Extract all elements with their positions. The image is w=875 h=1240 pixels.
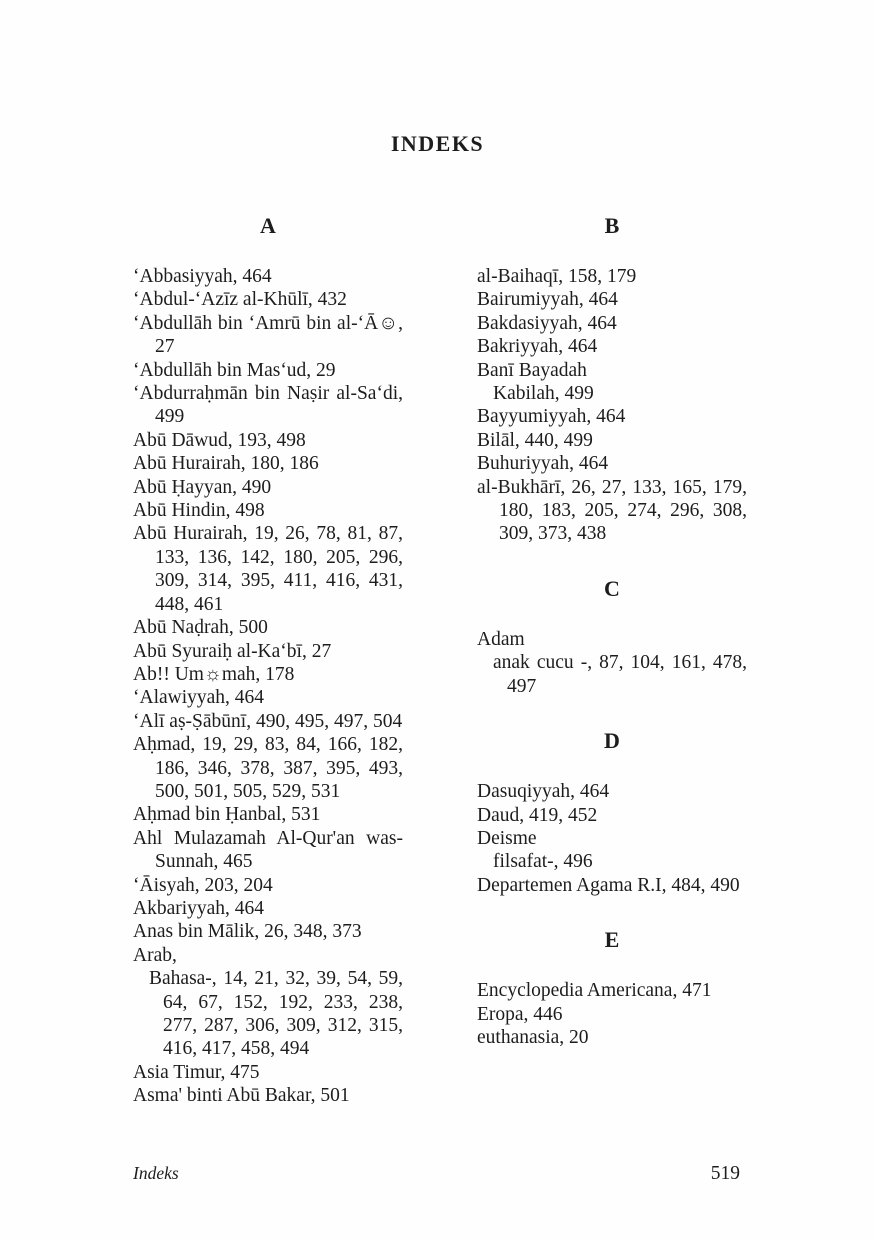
section-b (477, 213, 747, 546)
index-entry: ‘Abdullāh bin ‘Amrū bin al-‘Ā☺, 27 (133, 312, 403, 358)
entry-list (477, 265, 747, 546)
index-entry: Arab, (133, 944, 177, 966)
index-entry: Abū Naḍrah, 500 (133, 617, 268, 639)
left-column (133, 213, 403, 1108)
index-entry: al-Bukhārī, 26, 27, 133, 165, 179, 180, 183, 205, 274, 296, 308, 309, 373, 438 (477, 476, 747, 545)
entry-list (477, 979, 747, 1049)
index-entry: Akbariyyah, 464 (133, 897, 265, 919)
section-letter: B (604, 213, 620, 238)
index-entry: Bakriyyah, 464 (477, 336, 598, 358)
footer-running-title: Indeks (133, 1163, 179, 1183)
index-entry: ‘Abdul-‘Azīz al-Khūlī, 432 (133, 289, 347, 311)
index-entry: Buhuriyyah, 464 (477, 453, 609, 475)
section-a (133, 213, 403, 1108)
index-entry: ‘Abdullāh bin Mas‘ud, 29 (133, 359, 336, 381)
index-entry: Encyclopedia Americana, 471 (477, 980, 712, 1002)
index-entry: Bilāl, 440, 499 (477, 429, 593, 451)
index-entry: anak cucu -, 87, 104, 161, 478, 497 (493, 652, 747, 697)
index-entry: Deisme (477, 827, 537, 849)
index-entry: Abū Dāwud, 193, 498 (133, 429, 306, 451)
index-entry: Banī Bayadah (477, 359, 587, 381)
index-entry: Ab!! Um☼mah, 178 (133, 663, 295, 685)
page-footer (133, 1163, 740, 1185)
entry-list (477, 628, 747, 698)
index-entry: Adam (477, 628, 525, 650)
section-d (477, 728, 747, 897)
section-c (477, 576, 747, 698)
index-entry: Aḥmad bin Ḥanbal, 531 (133, 804, 321, 826)
index-entry: Abū Syuraiḥ al-Ka‘bī, 27 (133, 640, 332, 662)
section-letter: A (260, 213, 276, 238)
index-entry: ‘Alawiyyah, 464 (133, 687, 265, 709)
index-entry: Bairumiyyah, 464 (477, 289, 618, 311)
index-entry: ‘Āisyah, 203, 204 (133, 874, 273, 896)
index-entry: Abū Hurairah, 180, 186 (133, 453, 319, 475)
index-entry: Ahl Mulazamah Al-Qur'an was-Sunnah, 465 (133, 827, 403, 873)
index-entry: ‘Alī aṣ-Ṣābūnī, 490, 495, 497, 504 (133, 710, 403, 732)
index-entry: ‘Abdurraḥmān bin Naṣir al-Sa‘di, 499 (133, 383, 403, 428)
index-entry: Anas bin Mālik, 26, 348, 373 (133, 921, 362, 943)
index-entry: Abū Hurairah, 19, 26, 78, 81, 87, 133, 136, 142, 180, 205, 296, 309, 314, 395, 411, 416, 431, 448, 461 (133, 523, 403, 615)
index-entry: Abū Ḥayyan, 490 (133, 476, 272, 498)
index-entry: Aḥmad, 19, 29, 83, 84, 166, 182, 186, 346, 378, 387, 395, 493, 500, 501, 505, 529, 531 (133, 734, 403, 802)
section-letter: C (604, 575, 620, 601)
index-entry: Daud, 419, 452 (477, 804, 598, 826)
index-entry: Asia Timur, 475 (133, 1061, 260, 1083)
index-entry: Bayyumiyyah, 464 (477, 406, 626, 428)
section-letter: D (604, 728, 620, 754)
section-letter: E (604, 927, 620, 953)
index-entry: euthanasia, 20 (477, 1026, 589, 1048)
section-e (477, 927, 747, 1049)
index-entry: Bahasa-, 14, 21, 32, 39, 54, 59, 64, 67, 152, 192, 233, 238, 277, 287, 306, 309, 312, 315, 416, 417, 458, 494 (149, 968, 403, 1060)
index-entry: Eropa, 446 (477, 1003, 563, 1025)
index-entry: al-Baihaqī, 158, 179 (477, 266, 637, 287)
index-entry: Kabilah, 499 (493, 383, 594, 405)
index-entry: Bakdasiyyah, 464 (477, 312, 617, 334)
index-columns (0, 213, 875, 1108)
index-entry: Departemen Agama R.I, 484, 490 (477, 874, 740, 896)
index-entry: ‘Abbasiyyah, 464 (133, 266, 272, 287)
page-title: INDEKS (390, 131, 485, 156)
index-entry: Asma' binti Abū Bakar, 501 (133, 1085, 350, 1107)
index-entry: Abū Hindin, 498 (133, 500, 265, 522)
right-column (477, 213, 747, 1108)
footer-page-number: 519 (710, 1163, 740, 1184)
entry-list (133, 265, 403, 1108)
entry-list (477, 780, 747, 897)
index-entry: Dasuqiyyah, 464 (477, 781, 610, 803)
index-entry: filsafat-, 496 (493, 851, 593, 873)
